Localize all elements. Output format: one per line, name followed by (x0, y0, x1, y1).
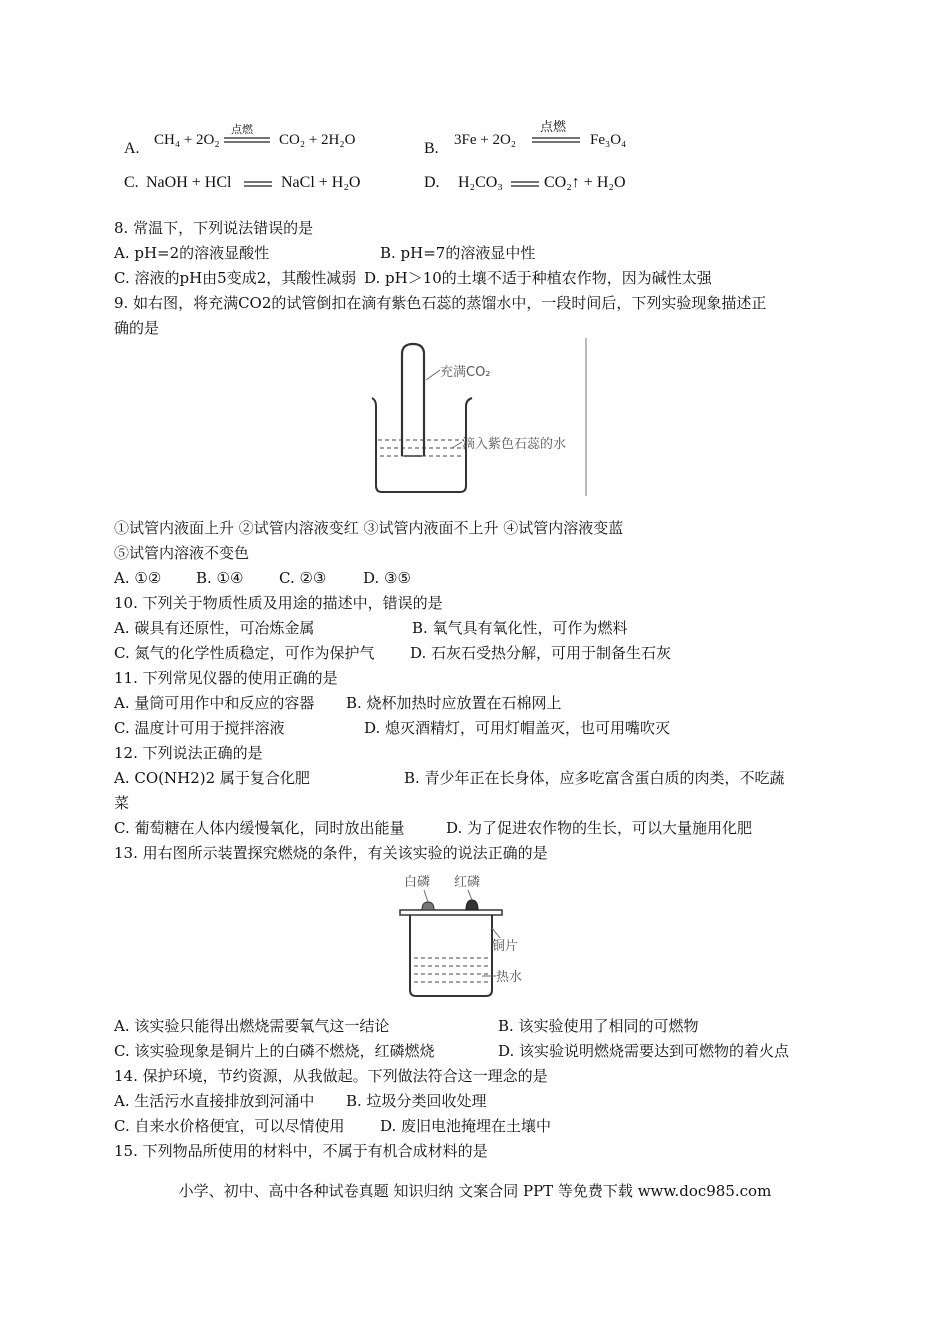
question-13-option-c: C. 该实验现象是铜片上的白磷不燃烧，红磷燃烧 (114, 1042, 435, 1060)
white-phosphorus-label: 白磷 (404, 875, 431, 890)
question-14-option-c: C. 自来水价格便宜，可以尽情使用 (114, 1117, 345, 1135)
equation-d-label: D. (424, 174, 440, 191)
question-8-option-b: B. pH=7的溶液显中性 (380, 244, 536, 262)
red-phosphorus-label: 红磷 (454, 875, 481, 890)
question-12-option-c: C. 葡萄糖在人体内缓慢氧化，同时放出能量 (114, 819, 405, 837)
question-9-option-d: D. ③⑤ (363, 569, 411, 587)
equation-c-label: C. (124, 174, 139, 191)
question-13-option-a: A. 该实验只能得出燃烧需要氧气这一结论 (114, 1017, 390, 1035)
question-9-option-c: C. ②③ (279, 569, 327, 587)
question-8-option-a: A. pH=2的溶液显酸性 (114, 244, 270, 262)
question-12-stem: 12. 下列说法正确的是 (114, 744, 263, 762)
question-8-stem: 8. 常温下，下列说法错误的是 (114, 219, 314, 237)
question-11-option-c: C. 温度计可用于搅拌溶液 (114, 719, 285, 737)
question-12-option-d: D. 为了促进农作物的生长，可以大量施用化肥 (446, 819, 753, 837)
co2-tube-label: 充满CO₂ (440, 365, 491, 380)
question-12-option-b-cont: 菜 (114, 794, 130, 812)
question-11-option-a: A. 量筒可用作中和反应的容器 (114, 694, 315, 712)
equation-b-sign (532, 136, 582, 144)
question-13-option-d: D. 该实验说明燃烧需要达到可燃物的着火点 (498, 1042, 790, 1060)
question-12-option-b: B. 青少年正在长身体，应多吃富含蛋白质的肉类，不吃蔬 (404, 769, 785, 787)
question-9-option-a: A. ①② (114, 569, 162, 587)
question-11-option-d: D. 熄灭酒精灯，可用灯帽盖灭，也可用嘴吹灭 (364, 719, 671, 737)
equation-a-label: A. (124, 140, 140, 157)
equation-b-left: 3Fe + 2O₂ (454, 132, 517, 148)
equation-b-label: B. (424, 140, 439, 157)
litmus-water-label: 滴入紫色石蕊的水 (462, 437, 567, 452)
question-8-option-d: D. pH＞10的土壤不适于种植农作物，因为碱性太强 (364, 269, 712, 287)
question-9-stem: 9. 如右图，将充满CO2的试管倒扣在滴有紫色石蕊的蒸馏水中，一段时间后，下列实验现象描述正 (114, 294, 767, 312)
question-12-option-a: A. CO(NH2)2 属于复合化肥 (114, 769, 310, 787)
question-14-option-a: A. 生活污水直接排放到河涌中 (114, 1092, 315, 1110)
question-10-option-d: D. 石灰石受热分解，可用于制备生石灰 (410, 644, 672, 662)
hot-water-label: 热水 (496, 970, 523, 985)
question-9-stem-cont: 确的是 (114, 319, 160, 337)
equation-d-left: H₂CO₃ (458, 174, 503, 191)
copper-plate-label: 铜片 (492, 939, 519, 954)
question-10-option-b: B. 氧气具有氧化性，可作为燃料 (412, 619, 628, 637)
page-footer: 小学、初中、高中各种试卷真题 知识归纳 文案合同 PPT 等免费下载 www.doc985.com (178, 1182, 772, 1200)
question-9-observations: ①试管内液面上升 ②试管内溶液变红 ③试管内液面不上升 ④试管内溶液变蓝 (114, 519, 624, 537)
equation-b-condition: 点燃 (540, 120, 567, 135)
equation-a-condition: 点燃 (231, 123, 253, 136)
question-9-option-b: B. ①④ (196, 569, 244, 587)
question-10-stem: 10. 下列关于物质性质及用途的描述中，错误的是 (114, 594, 443, 612)
question-11-stem: 11. 下列常见仪器的使用正确的是 (114, 669, 338, 687)
equation-c-left: NaOH + HCl (146, 174, 232, 191)
combustion-diagram (396, 866, 546, 1006)
question-9-observations-cont: ⑤试管内溶液不变色 (114, 544, 250, 562)
question-10-option-c: C. 氮气的化学性质稳定，可作为保护气 (114, 644, 375, 662)
equation-c-sign (244, 180, 274, 188)
question-8-option-c: C. 溶液的pH由5变成2，其酸性减弱 (114, 269, 357, 287)
question-11-option-b: B. 烧杯加热时应放置在石棉网上 (346, 694, 562, 712)
equation-d-right: CO₂↑ + H₂O (544, 174, 626, 191)
question-15-stem: 15. 下列物品所使用的材料中，不属于有机合成材料的是 (114, 1142, 488, 1160)
co2-tube-diagram (360, 336, 590, 498)
equation-a-right: CO₂ + 2H₂O (279, 132, 356, 148)
equation-d-sign (511, 180, 541, 188)
equation-c-right: NaCl + H₂O (281, 174, 361, 191)
question-13-option-b: B. 该实验使用了相同的可燃物 (498, 1017, 699, 1035)
question-14-option-d: D. 废旧电池掩埋在土壤中 (380, 1117, 552, 1135)
question-13-stem: 13. 用右图所示装置探究燃烧的条件，有关该实验的说法正确的是 (114, 844, 548, 862)
equation-a-left: CH₄ + 2O₂ (154, 132, 220, 148)
question-14-option-b: B. 垃圾分类回收处理 (346, 1092, 487, 1110)
question-14-stem: 14. 保护环境，节约资源，从我做起。下列做法符合这一理念的是 (114, 1067, 548, 1085)
question-10-option-a: A. 碳具有还原性，可冶炼金属 (114, 619, 315, 637)
equation-a-sign (224, 136, 272, 144)
equation-b-right: Fe₃O₄ (590, 132, 627, 148)
